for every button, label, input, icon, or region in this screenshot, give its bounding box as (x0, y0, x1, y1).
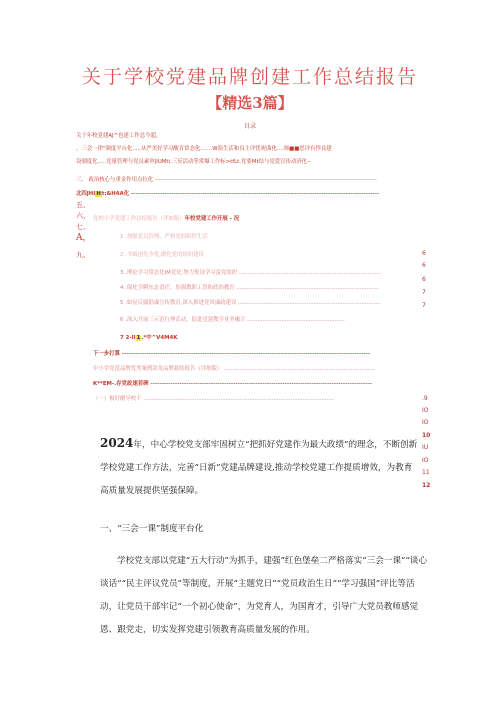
toc-heading: 目录 (243, 123, 256, 130)
toc-line-10-label: 4 .保化学瞬东态责任，加强教职工思防政治教育 (120, 285, 235, 291)
toc-line-15-label: 中小学党范品牌优秀案例款龙品牌悬结报告《详细版） (93, 366, 223, 372)
toc-line-3[interactable]: 设制度化.....党量管理与党员素审JIUMti.三反活动等常爆工作标>tfLt.党要Mt结与党爱宣传动济化-- (76, 159, 311, 165)
document-subtitle: 【精选3篇】 (207, 94, 293, 112)
toc-line-13[interactable] (120, 335, 177, 342)
toc-dots: ................................................................................... (236, 300, 381, 306)
toc-line-5-label-b: t:&H4A化 (101, 191, 130, 197)
toc-dots: ................................................................................... (234, 285, 379, 291)
body-paragraph-2: 学校党支部以党建“五大行动”为抓手，建强“红色堡垒二严格落实“三会一课”“谈心谈话”“民主评议党员”等制度，开展“主题党日”“党员政治生日”“学习强国”评比等活动，让党员干部牢记“一个初心使命”，为党育人，为国育才，引导广大党员教师感觉恩、跟党走，切实发挥党建引领教育高质量发展的作用。 (100, 556, 427, 635)
toc-line-2[interactable]: ，三会一律"制度平台化.....从严美好学习酸育常态化.......W演生活和良主评忧祝曲化....师■■思评有悖良建 (76, 146, 332, 152)
toc-side-num: 五、 (76, 201, 90, 209)
toc-line-14-label: 下一步打算 (93, 351, 120, 357)
toc-dots: ........................................................................................ (222, 366, 375, 372)
toc-line-12[interactable] (120, 317, 345, 324)
toc-page-number: IO (422, 407, 429, 414)
toc-page-number: IU (422, 444, 429, 451)
toc-line-14[interactable] (93, 351, 370, 358)
toc-line-6-tail: 年校党建工作开展 - 况 (184, 216, 240, 222)
toc-line-11-label: 5 .如星反腐倡廉宣传教育,深入推进党风廉政建设 (120, 300, 237, 306)
toc-page-number: 7 (422, 302, 426, 309)
toc-line-13-label: 7 2-II (120, 335, 136, 341)
document-title: 关于学校党建品牌创建工作总结报告 (81, 66, 418, 88)
section-heading-1: 一、“三会一课”制度平台化 (100, 524, 204, 534)
toc-dots: --------------------------------------------------------------------------------------------------------------- (119, 351, 371, 357)
toc-page-number: .9 (422, 395, 428, 402)
toc-line-4-label: 三、 政治核心与重金作用点位化 (76, 177, 154, 183)
toc-side-num: 七、 (76, 223, 90, 231)
toc-line-16[interactable] (93, 381, 372, 388)
toc-line-12-label: 6 .深入开展三示范行理活动，促进党建教学业务融合 (120, 317, 246, 323)
toc-line-9[interactable] (120, 270, 381, 277)
toc-page-number: 6 (422, 276, 426, 283)
toc-dots: --------------------------------------------------------------------------------------------------------------- (129, 191, 380, 197)
body-paragraph-1 (100, 432, 418, 503)
toc-line-13-label-b: .*中^V4M4K (141, 335, 178, 341)
toc-highlight: 1 (136, 335, 141, 341)
toc-page-number: 12 (422, 482, 431, 489)
toc-line-8[interactable]: 2 .书圆创先争优,做化党的组织建设 (120, 252, 205, 258)
toc-line-17-label: （一）极好醋导校干 (93, 396, 142, 402)
toc-dots: ......................................................... (245, 317, 345, 323)
toc-line-15[interactable] (93, 366, 375, 373)
toc-line-5-label: 北四JHI (76, 191, 96, 197)
toc-line-5[interactable] (76, 191, 379, 198)
toc-page-number: 10 (422, 432, 431, 439)
toc-side-num: 六、 (76, 212, 90, 220)
toc-page-number: 7 (422, 289, 426, 296)
toc-page-number: 11 (422, 469, 430, 476)
paragraph-1-text: 年，中心学校党支部牢固树立“把抓好党建作为最大政绩”的理念，不断创新学校党建工作方法，完善“日新”党建品牌建设,推动学校党建工作提质增效，为教育高质量发展提供坚强保障。 (100, 440, 418, 496)
toc-line-4[interactable] (76, 177, 377, 184)
toc-line-17[interactable] (93, 396, 333, 403)
toc-page-number: IO (422, 457, 429, 464)
toc-line-16-label: K**EM-.存党政速若碑 (93, 381, 149, 387)
toc-dots: ................................................................................... (237, 270, 382, 276)
toc-line-11[interactable] (120, 300, 380, 307)
toc-dots: --------------------------------------------------------------------------------------------------- (148, 381, 372, 387)
toc-highlight: H (96, 191, 101, 197)
toc-line-6[interactable] (93, 216, 239, 223)
toc-page-number: IO (422, 419, 429, 426)
toc-line-10[interactable] (120, 285, 379, 292)
year-text: 2024 (100, 436, 134, 450)
toc-dots: ------------------------------------------------------------------------------------------------------------------ (153, 177, 377, 183)
toc-page-number: 6 (422, 250, 426, 257)
toc-dots: ............................................................................................................... (141, 396, 334, 402)
toc-line-7[interactable]: 1 .加强党员管理，严格党的组织生活 (120, 234, 208, 240)
toc-line-1[interactable]: 关于年校党建AJ^也建工作总今超， (76, 133, 162, 139)
toc-side-num: 九、 (76, 251, 90, 259)
toc-side-num: A， (76, 233, 92, 243)
toc-line-9-label: 3 .理论学习常态化IM党化.努力集设学习蛮党组织 (120, 270, 238, 276)
toc-line-6-label: 党校小学党建工作总结报告（详如版） (93, 216, 185, 222)
toc-page-number: 6 (422, 262, 426, 269)
